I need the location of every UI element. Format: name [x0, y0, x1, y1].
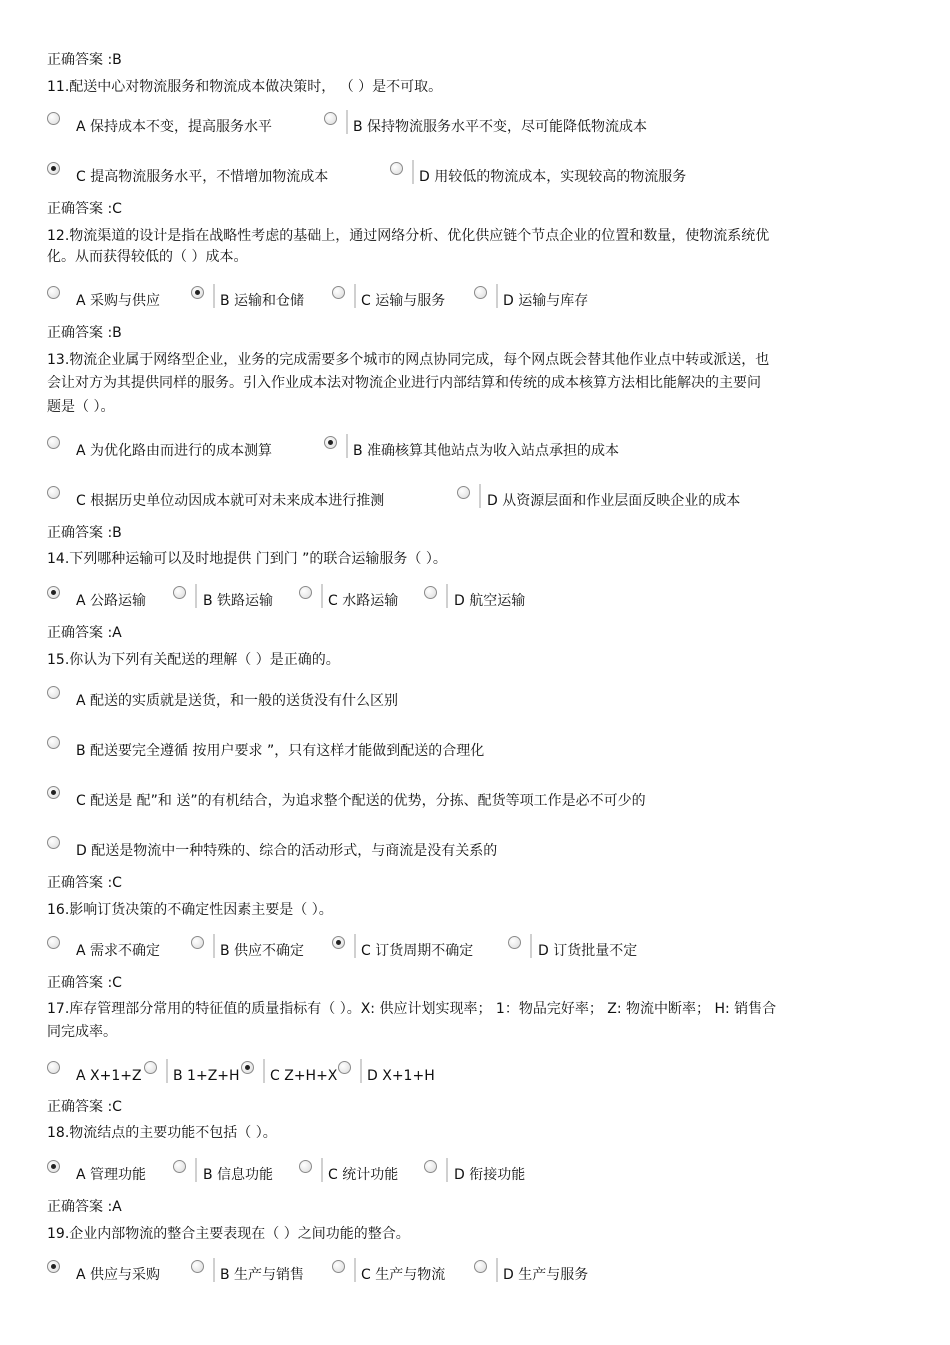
radio-q15-a[interactable] — [47, 686, 60, 699]
radio-q14-d[interactable] — [424, 586, 437, 599]
question-12-line2: 化。从而获得较低的（ ）成本。 — [47, 249, 248, 265]
radio-q16-b[interactable] — [191, 936, 204, 949]
radio-divider — [321, 584, 323, 608]
option-q12-b: B 运输和仓储 — [220, 293, 305, 309]
radio-divider — [360, 1059, 362, 1083]
radio-q17-c[interactable] — [241, 1061, 254, 1074]
radio-divider — [354, 934, 356, 958]
radio-q17-b[interactable] — [144, 1061, 157, 1074]
question-16: 16.影响订货决策的不确定性因素主要是（ ）。 — [47, 902, 333, 918]
option-q19-c: C 生产与物流 — [361, 1267, 446, 1283]
option-q12-a: A 采购与供应 — [76, 293, 161, 309]
radio-divider — [496, 284, 498, 308]
option-q17-a: A X+1+Z — [76, 1068, 142, 1084]
option-q18-a: A 管理功能 — [76, 1167, 147, 1183]
radio-q18-a[interactable] — [47, 1160, 60, 1173]
radio-divider — [530, 934, 532, 958]
option-q12-c: C 运输与服务 — [361, 293, 446, 309]
radio-q17-d[interactable] — [338, 1061, 351, 1074]
radio-q15-d[interactable] — [47, 836, 60, 849]
option-q16-b: B 供应不确定 — [220, 943, 305, 959]
radio-q16-a[interactable] — [47, 936, 60, 949]
radio-divider — [354, 284, 356, 308]
radio-q14-c[interactable] — [299, 586, 312, 599]
radio-q15-b[interactable] — [47, 736, 60, 749]
option-q13-d: D 从资源层面和作业层面反映企业的成本 — [487, 493, 741, 509]
radio-divider — [479, 484, 481, 508]
radio-q11-c[interactable] — [47, 162, 60, 175]
option-q14-d: D 航空运输 — [454, 593, 526, 609]
answer-q17: 正确答案 :C — [47, 1099, 122, 1115]
radio-divider — [346, 434, 348, 458]
radio-q13-a[interactable] — [47, 436, 60, 449]
question-11: 11.配送中心对物流服务和物流成本做决策时， （ ）是不可取。 — [47, 79, 443, 95]
question-13-line3: 题是（ ）。 — [47, 399, 115, 415]
radio-divider — [446, 1158, 448, 1182]
radio-q12-d[interactable] — [474, 286, 487, 299]
option-q16-d: D 订货批量不定 — [538, 943, 638, 959]
radio-divider — [213, 1258, 215, 1282]
option-q18-c: C 统计功能 — [328, 1167, 399, 1183]
option-q11-d: D 用较低的物流成本，实现较高的物流服务 — [419, 169, 687, 185]
radio-q16-d[interactable] — [508, 936, 521, 949]
question-15: 15.你认为下列有关配送的理解（ ）是正确的。 — [47, 652, 340, 668]
radio-divider — [412, 160, 414, 184]
option-q18-b: B 信息功能 — [203, 1167, 274, 1183]
option-q13-b: B 准确核算其他站点为收入站点承担的成本 — [353, 443, 620, 459]
option-q19-b: B 生产与销售 — [220, 1267, 305, 1283]
option-q15-b: B 配送要完全遵循 按用户要求 ”，只有这样才能做到配送的合理化 — [76, 743, 485, 759]
answer-q10: 正确答案 :B — [47, 52, 122, 68]
radio-divider — [195, 584, 197, 608]
radio-q14-a[interactable] — [47, 586, 60, 599]
radio-q11-a[interactable] — [47, 112, 60, 125]
option-q11-a: A 保持成本不变，提高服务水平 — [76, 119, 273, 135]
question-13-line1: 13.物流企业属于网络型企业，业务的完成需要多个城市的网点协同完成，每个网点既会替其他作业点中转或派送，也 — [47, 352, 770, 368]
answer-q18: 正确答案 :A — [47, 1199, 122, 1215]
radio-divider — [195, 1158, 197, 1182]
question-14: 14.下列哪种运输可以及时地提供 门到门 ”的联合运输服务（ ）。 — [47, 551, 447, 567]
answer-q14: 正确答案 :A — [47, 625, 122, 641]
option-q15-d: D 配送是物流中一种特殊的、综合的活动形式，与商流是没有关系的 — [76, 843, 498, 859]
option-q11-c: C 提高物流服务水平，不惜增加物流成本 — [76, 169, 329, 185]
option-q18-d: D 衔接功能 — [454, 1167, 526, 1183]
radio-divider — [263, 1059, 265, 1083]
question-12-line1: 12.物流渠道的设计是指在战略性考虑的基础上，通过网络分析、优化供应链个节点企业的位置和数量，使物流系统优 — [47, 228, 770, 244]
radio-q19-b[interactable] — [191, 1260, 204, 1273]
option-q17-d: D X+1+H — [367, 1068, 435, 1084]
question-13-line2: 会让对方为其提供同样的服务。引入作业成本法对物流企业进行内部结算和传统的成本核算方法相比能解决的主要问 — [47, 375, 761, 391]
option-q14-b: B 铁路运输 — [203, 593, 274, 609]
radio-q12-b[interactable] — [191, 286, 204, 299]
radio-q13-c[interactable] — [47, 486, 60, 499]
option-q12-d: D 运输与库存 — [503, 293, 589, 309]
radio-q16-c[interactable] — [332, 936, 345, 949]
option-q13-a: A 为优化路由而进行的成本测算 — [76, 443, 273, 459]
answer-q11: 正确答案 :C — [47, 201, 122, 217]
radio-q12-c[interactable] — [332, 286, 345, 299]
option-q11-b: B 保持物流服务水平不变，尽可能降低物流成本 — [353, 119, 648, 135]
answer-q13: 正确答案 :B — [47, 525, 122, 541]
radio-q11-b[interactable] — [324, 112, 337, 125]
radio-q12-a[interactable] — [47, 286, 60, 299]
radio-divider — [446, 584, 448, 608]
question-17-line2: 同完成率。 — [47, 1024, 117, 1040]
radio-q14-b[interactable] — [173, 586, 186, 599]
option-q13-c: C 根据历史单位动因成本就可对未来成本进行推测 — [76, 493, 385, 509]
radio-divider — [213, 934, 215, 958]
radio-q19-a[interactable] — [47, 1260, 60, 1273]
radio-q17-a[interactable] — [47, 1061, 60, 1074]
radio-divider — [166, 1059, 168, 1083]
answer-q12: 正确答案 :B — [47, 325, 122, 341]
option-q16-c: C 订货周期不确定 — [361, 943, 474, 959]
option-q17-b: B 1+Z+H — [173, 1068, 240, 1084]
radio-divider — [496, 1258, 498, 1282]
question-19: 19.企业内部物流的整合主要表现在（ ）之间功能的整合。 — [47, 1226, 410, 1242]
radio-q19-c[interactable] — [332, 1260, 345, 1273]
radio-q11-d[interactable] — [390, 162, 403, 175]
answer-q16: 正确答案 :C — [47, 975, 122, 991]
option-q14-a: A 公路运输 — [76, 593, 147, 609]
radio-q15-c[interactable] — [47, 786, 60, 799]
radio-q18-c[interactable] — [299, 1160, 312, 1173]
radio-q19-d[interactable] — [474, 1260, 487, 1273]
option-q15-c: C 配送是 配”和 送”的有机结合，为追求整个配送的优势，分拣、配货等项工作是必不可少的 — [76, 793, 646, 809]
option-q17-c: C Z+H+X — [270, 1068, 338, 1084]
radio-divider — [354, 1258, 356, 1282]
radio-divider — [213, 284, 215, 308]
question-17-line1: 17.库存管理部分常用的特征值的质量指标有（ ）。X: 供应计划实现率； 1：物品完好率； Z: 物流中断率； H: 销售合 — [47, 1001, 777, 1017]
option-q19-d: D 生产与服务 — [503, 1267, 589, 1283]
question-18: 18.物流结点的主要功能不包括（ ）。 — [47, 1125, 277, 1141]
radio-q13-d[interactable] — [457, 486, 470, 499]
option-q16-a: A 需求不确定 — [76, 943, 161, 959]
radio-q13-b[interactable] — [324, 436, 337, 449]
radio-divider — [346, 110, 348, 134]
option-q15-a: A 配送的实质就是送货，和一般的送货没有什么区别 — [76, 693, 399, 709]
option-q14-c: C 水路运输 — [328, 593, 399, 609]
option-q19-a: A 供应与采购 — [76, 1267, 161, 1283]
answer-q15: 正确答案 :C — [47, 875, 122, 891]
radio-q18-b[interactable] — [173, 1160, 186, 1173]
radio-divider — [321, 1158, 323, 1182]
radio-q18-d[interactable] — [424, 1160, 437, 1173]
